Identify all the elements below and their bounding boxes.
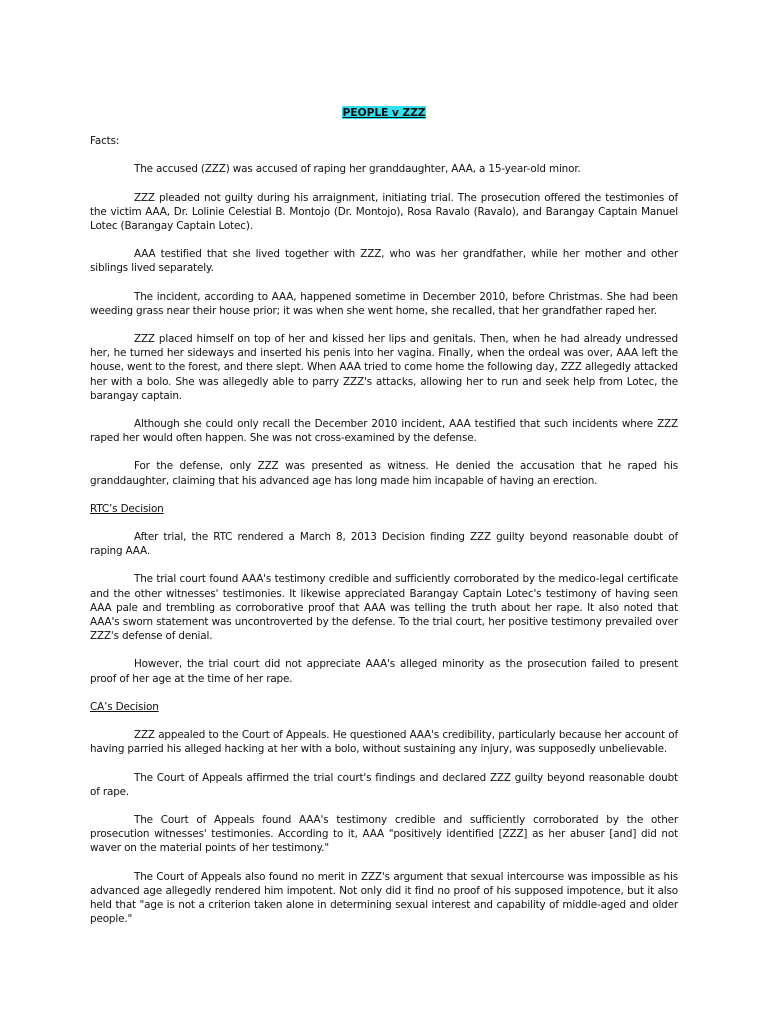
facts-paragraph: The accused (ZZZ) was accused of raping her granddaughter, AAA, a 15-year-old minor. (134, 163, 581, 176)
facts-paragraph: Although she could only recall the December 2010 incident, AAA testified that such incidents where ZZZ raped her would often happen. She was not cross-examined by the defense. (90, 418, 678, 445)
document-title: PEOPLE v ZZZ (342, 106, 426, 119)
ca-paragraph: The Court of Appeals also found no merit in ZZZ's argument that sexual intercourse was impossible as his advanced age allegedly rendered him impotent. Not only did it find no proof of his supposed impotence, but it also held that "age is not a criterion taken alone in determining sexual interest and capability of middle-aged and older people." (90, 870, 678, 926)
document-body (90, 106, 678, 940)
facts-paragraph: For the defense, only ZZZ was presented as witness. He denied the accusation that he raped his granddaughter, claiming that his advanced age has long made him incapable of having an erection. (90, 460, 678, 487)
facts-label: Facts: (90, 135, 120, 148)
rtc-paragraph: However, the trial court did not appreciate AAA's alleged minority as the prosecution failed to present proof of her age at the time of her rape. (90, 658, 678, 685)
ca-paragraph: ZZZ appealed to the Court of Appeals. He questioned AAA's credibility, particularly because her account of having parried his alleged hacking at her with a bolo, without sustaining any injury, was supposedly unbelievable. (90, 729, 678, 756)
ca-decision-heading: CA’s Decision (90, 700, 159, 713)
rtc-decision-heading: RTC’s Decision (90, 502, 164, 515)
rtc-paragraph: After trial, the RTC rendered a March 8, 2013 Decision finding ZZZ guilty beyond reasonable doubt of raping AAA. (90, 531, 678, 558)
facts-paragraph: ZZZ pleaded not guilty during his arraignment, initiating trial. The prosecution offered the testimonies of the victim AAA, Dr. Lolinie Celestial B. Montojo (Dr. Montojo), Rosa Ravalo (Ravalo), and Barangay Captain Manuel Lotec (Barangay Captain Lotec). (90, 191, 678, 233)
facts-paragraph: The incident, according to AAA, happened sometime in December 2010, before Christmas. She had been weeding grass near their house prior; it was when she went home, she recalled, that her grandfather raped her. (90, 290, 678, 317)
ca-paragraph: The Court of Appeals found AAA's testimony credible and sufficiently corroborated by the other prosecution witnesses' testimonies. According to it, AAA "positively identified [ZZZ] as her abuser [and] did not waver on the material points of her testimony." (90, 813, 678, 855)
facts-paragraph: ZZZ placed himself on top of her and kissed her lips and genitals. Then, when he had already undressed her, he turned her sideways and inserted his penis into her vagina. Finally, when the ordeal was over, AAA left the house, went to the forest, and there slept. When AAA tried to come home the following day, ZZZ allegedly attacked her with a bolo. She was allegedly able to parry ZZZ's attacks, allowing her to run and seek help from Lotec, the barangay captain. (90, 333, 678, 402)
facts-paragraph: AAA testified that she lived together with ZZZ, who was her grandfather, while her mother and other siblings lived separately. (90, 248, 678, 275)
rtc-paragraph: The trial court found AAA's testimony credible and sufficiently corroborated by the medico-legal certificate and the other witnesses' testimonies. It likewise appreciated Barangay Captain Lotec's testimony of having seen AAA pale and trembling as corroborative proof that AAA was telling the truth about her rape. It also noted that AAA's sworn statement was uncontroverted by the defense. To the trial court, her positive testimony prevailed over ZZZ's defense of denial. (90, 573, 678, 643)
ca-paragraph: The Court of Appeals affirmed the trial court's findings and declared ZZZ guilty beyond reasonable doubt of rape. (90, 771, 678, 798)
